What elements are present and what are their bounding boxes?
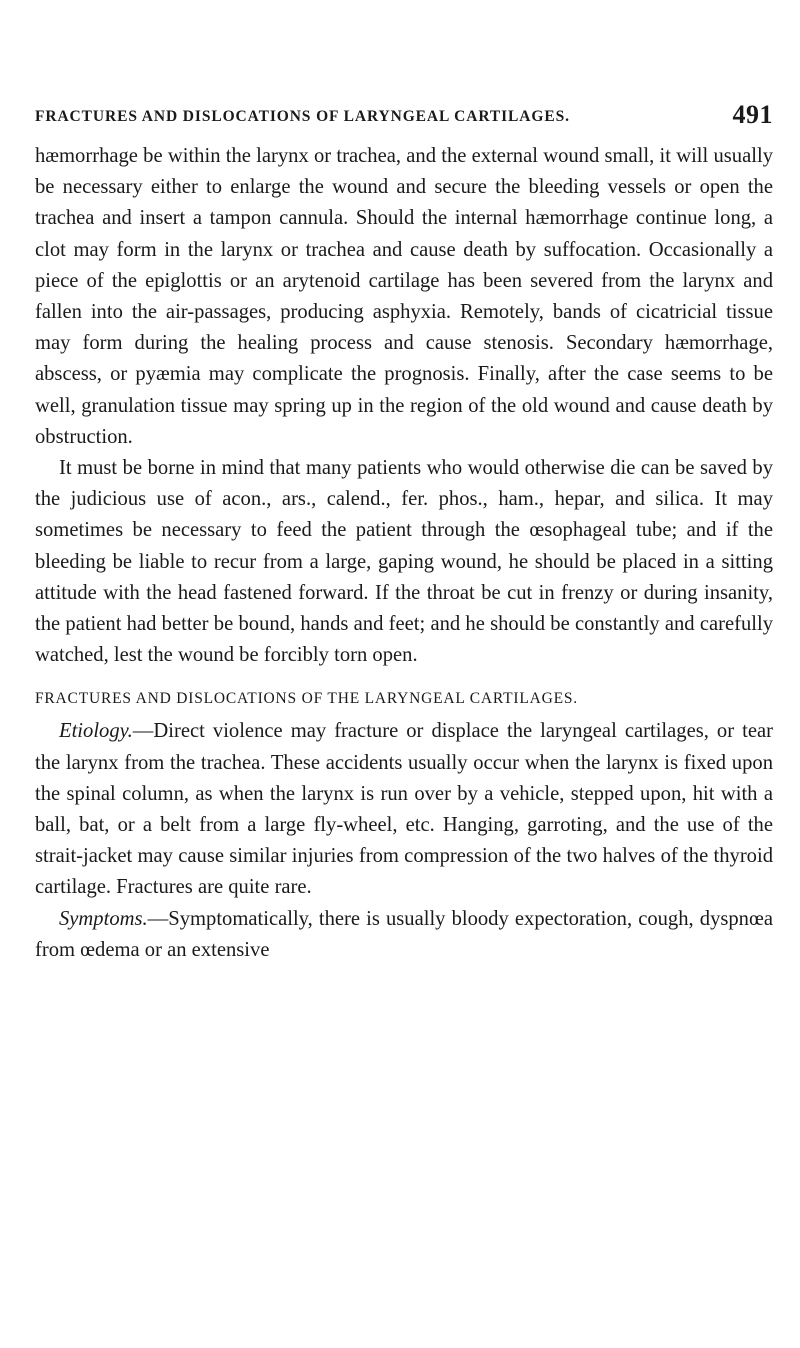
symptoms-lead: Symptoms. xyxy=(59,907,148,930)
body-text xyxy=(35,141,773,966)
running-title: FRACTURES AND DISLOCATIONS OF LARYNGEAL CARTILAGES. xyxy=(35,108,570,125)
page-number: 491 xyxy=(732,100,773,129)
running-head xyxy=(35,100,773,134)
section-heading: FRACTURES AND DISLOCATIONS OF THE LARYNGEAL CARTILAGES. xyxy=(35,690,578,708)
paragraph-symptoms xyxy=(35,904,773,966)
paragraph-continuation: hæmorrhage be within the larynx or trachea, and the external wound small, it will usually be necessary either to enlarge the wound and secure the bleeding vessels or open the trachea and insert a tampon cannula. Should the internal hæmorrhage continue long, a clot may form in the larynx or trachea and cause death by suffocation. Occasionally a piece of the epiglottis or an arytenoid cartilage has been severed from the larynx and fallen into the air-passages, producing asphyxia. Remotely, bands of cicatricial tissue may form during the healing process and cause stenosis. Secondary hæmorrhage, abscess, or pyæmia may complicate the prognosis. Finally, after the case seems to be well, granulation tissue may spring up in the region of the old wound and cause death by obstruction. xyxy=(35,145,773,448)
paragraph-treatment: It must be borne in mind that many patients who would otherwise die can be saved by the judicious use of acon., ars., calend., fer. phos., ham., hepar, and silica. It may sometimes be necessary to feed the patient through the œsophageal tube; and if the bleeding be liable to recur from a large, gaping wound, he should be placed in a sitting attitude with the head fastened forward. If the throat be cut in frenzy or during insanity, the patient had better be bound, hands and feet; and he should be constantly and carefully watched, lest the wound be forcibly torn open. xyxy=(35,457,773,667)
etiology-text: —Direct violence may fracture or displace the laryngeal cartilages, or tear the larynx from the trachea. These accidents usually occur when the larynx is fixed upon the spinal column, as when the larynx is run over by a vehicle, stepped upon, hit with a ball, bat, or a belt from a large fly-wheel, etc. Hanging, garroting, and the use of the strait-jacket may cause similar injuries from compression of the two halves of the thyroid cartilage. Fractures are quite rare. xyxy=(35,720,773,899)
paragraph-etiology xyxy=(35,716,773,903)
etiology-lead: Etiology. xyxy=(59,720,133,743)
symptoms-text: —Symptomatically, there is usually bloody expectoration, cough, dyspnœa from œdema or an extensive xyxy=(35,907,773,961)
